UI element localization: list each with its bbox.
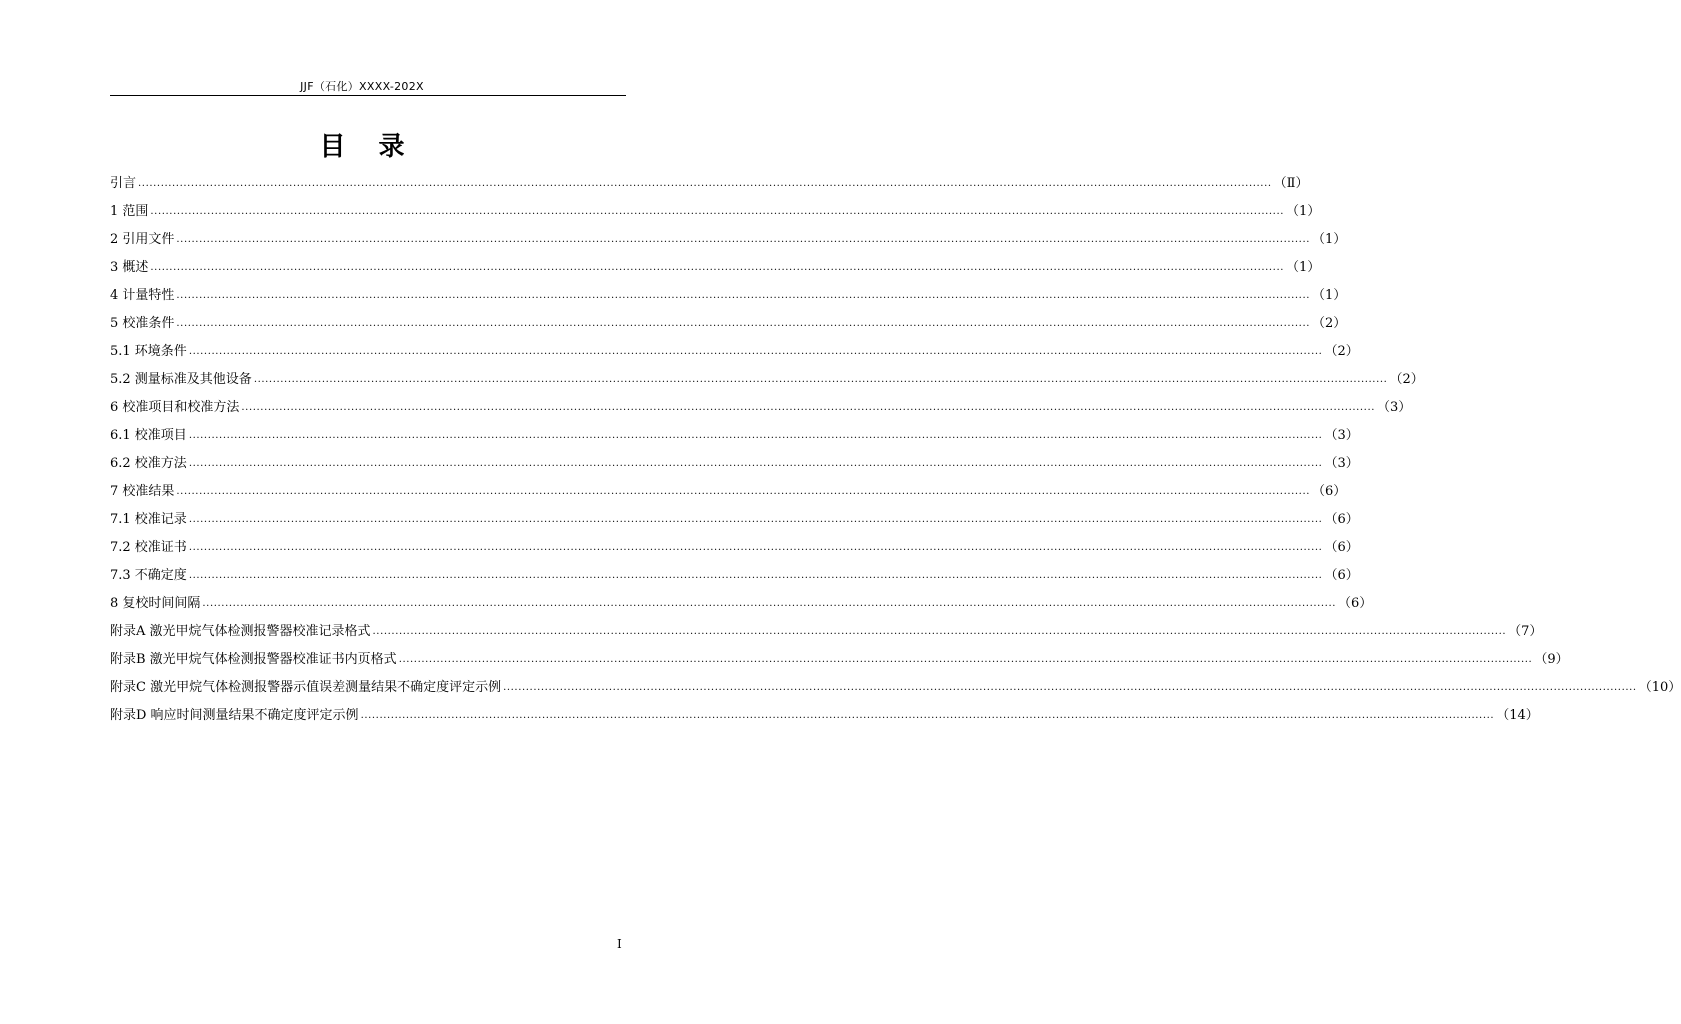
- toc-entry-page: （6）: [1324, 568, 1359, 583]
- toc-dot-leader: ............................................................................................................................................................................................................................................................................................................: [202, 598, 1337, 609]
- toc-entry[interactable]: [110, 362, 1424, 390]
- toc-entry[interactable]: [110, 222, 1347, 250]
- toc-dot-leader: ............................................................................................................................................................................................................................................................................................................: [150, 262, 1285, 273]
- toc-entry[interactable]: [110, 390, 1412, 418]
- toc-entry-label: 4 计量特性: [110, 288, 175, 303]
- toc-entry[interactable]: [110, 530, 1359, 558]
- toc-entry-label: 5 校准条件: [110, 316, 175, 331]
- toc-entry[interactable]: [110, 558, 1359, 586]
- toc-entry[interactable]: [110, 334, 1359, 362]
- toc-entry-label: 2 引用文件: [110, 232, 175, 247]
- toc-dot-leader: ............................................................................................................................................................................................................................................................................................................: [188, 514, 1323, 525]
- toc-dot-leader: ............................................................................................................................................................................................................................................................................................................: [188, 346, 1323, 357]
- toc-entry[interactable]: [110, 278, 1347, 306]
- toc-entry-label: 6 校准项目和校准方法: [110, 400, 240, 415]
- toc-dot-leader: ............................................................................................................................................................................................................................................................................................................: [188, 458, 1323, 469]
- toc-dot-leader: ............................................................................................................................................................................................................................................................................................................: [176, 234, 1311, 245]
- toc-dot-leader: ............................................................................................................................................................................................................................................................................................................: [176, 486, 1311, 497]
- toc-entry[interactable]: [110, 642, 1569, 670]
- page-number: I: [617, 937, 622, 951]
- toc-entry[interactable]: [110, 698, 1539, 726]
- toc-dot-leader: ............................................................................................................................................................................................................................................................................................................: [176, 290, 1311, 301]
- toc-entry-page: （9）: [1534, 652, 1569, 667]
- toc-dot-leader: ............................................................................................................................................................................................................................................................................................................: [398, 654, 1533, 665]
- toc-dot-leader: ............................................................................................................................................................................................................................................................................................................: [188, 542, 1323, 553]
- toc-dot-leader: ............................................................................................................................................................................................................................................................................................................: [360, 710, 1495, 721]
- toc-dot-leader: ............................................................................................................................................................................................................................................................................................................: [176, 318, 1311, 329]
- toc-dot-leader: ............................................................................................................................................................................................................................................................................................................: [138, 178, 1272, 189]
- toc-entry[interactable]: [110, 166, 1309, 194]
- toc-entry-page: （1）: [1312, 232, 1347, 247]
- toc-entry-label: 1 范围: [110, 204, 149, 219]
- toc-entry-page: （2）: [1324, 344, 1359, 359]
- toc-entry-label: 6.1 校准项目: [110, 428, 187, 443]
- header-rule: [110, 95, 626, 96]
- toc-entry-page: （1）: [1286, 260, 1321, 275]
- toc-entry-page: （3）: [1324, 428, 1359, 443]
- toc-entry-page: （7）: [1508, 624, 1543, 639]
- toc-entry[interactable]: [110, 194, 1321, 222]
- toc-entry-page: （1）: [1312, 288, 1347, 303]
- toc-dot-leader: ............................................................................................................................................................................................................................................................................................................: [253, 374, 1388, 385]
- toc-entry-page: （6）: [1338, 596, 1373, 611]
- toc-entry-label: 引言: [110, 176, 137, 191]
- toc-entry-page: （6）: [1324, 540, 1359, 555]
- toc-entry-label: 3 概述: [110, 260, 149, 275]
- toc-entry[interactable]: [110, 306, 1347, 334]
- toc-entry-page: （1）: [1286, 204, 1321, 219]
- toc-entry-page: （10）: [1638, 680, 1681, 695]
- toc-entry-label: 7.3 不确定度: [110, 568, 187, 583]
- toc-dot-leader: ............................................................................................................................................................................................................................................................................................................: [188, 430, 1323, 441]
- page-title: 目 录: [319, 132, 417, 162]
- toc-dot-leader: ............................................................................................................................................................................................................................................................................................................: [372, 626, 1507, 637]
- toc-entry[interactable]: [110, 250, 1321, 278]
- toc-entry-label: 6.2 校准方法: [110, 456, 187, 471]
- table-of-contents: [110, 166, 1681, 726]
- toc-entry-page: （3）: [1377, 400, 1412, 415]
- toc-entry[interactable]: [110, 670, 1681, 698]
- toc-dot-leader: ............................................................................................................................................................................................................................................................................................................: [150, 206, 1285, 217]
- toc-entry-label: 附录A 激光甲烷气体检测报警器校准记录格式: [110, 624, 371, 639]
- toc-entry-page: （2）: [1312, 316, 1347, 331]
- toc-entry-label: 附录D 响应时间测量结果不确定度评定示例: [110, 708, 359, 723]
- toc-entry-label: 7 校准结果: [110, 484, 175, 499]
- toc-entry-page: （Ⅱ）: [1273, 176, 1309, 191]
- toc-entry[interactable]: [110, 446, 1359, 474]
- toc-entry[interactable]: [110, 474, 1347, 502]
- toc-entry-label: 5.1 环境条件: [110, 344, 187, 359]
- toc-entry-label: 8 复校时间间隔: [110, 596, 201, 611]
- toc-entry-page: （6）: [1312, 484, 1347, 499]
- toc-entry-label: 附录B 激光甲烷气体检测报警器校准证书内页格式: [110, 652, 397, 667]
- toc-entry[interactable]: [110, 502, 1359, 530]
- toc-entry-page: （14）: [1496, 708, 1539, 723]
- toc-dot-leader: ............................................................................................................................................................................................................................................................................................................: [241, 402, 1376, 413]
- toc-entry-label: 7.2 校准证书: [110, 540, 187, 555]
- toc-entry-page: （3）: [1324, 456, 1359, 471]
- toc-dot-leader: ............................................................................................................................................................................................................................................................................................................: [503, 682, 1637, 693]
- running-header: JJF（石化）XXXX-202X: [300, 80, 424, 93]
- toc-entry-page: （2）: [1389, 372, 1424, 387]
- toc-entry-page: （6）: [1324, 512, 1359, 527]
- toc-entry[interactable]: [110, 614, 1543, 642]
- toc-entry-label: 7.1 校准记录: [110, 512, 187, 527]
- toc-entry[interactable]: [110, 418, 1359, 446]
- toc-dot-leader: ............................................................................................................................................................................................................................................................................................................: [188, 570, 1323, 581]
- toc-entry-label: 附录C 激光甲烷气体检测报警器示值误差测量结果不确定度评定示例: [110, 680, 502, 695]
- toc-entry[interactable]: [110, 586, 1373, 614]
- toc-entry-label: 5.2 测量标准及其他设备: [110, 372, 252, 387]
